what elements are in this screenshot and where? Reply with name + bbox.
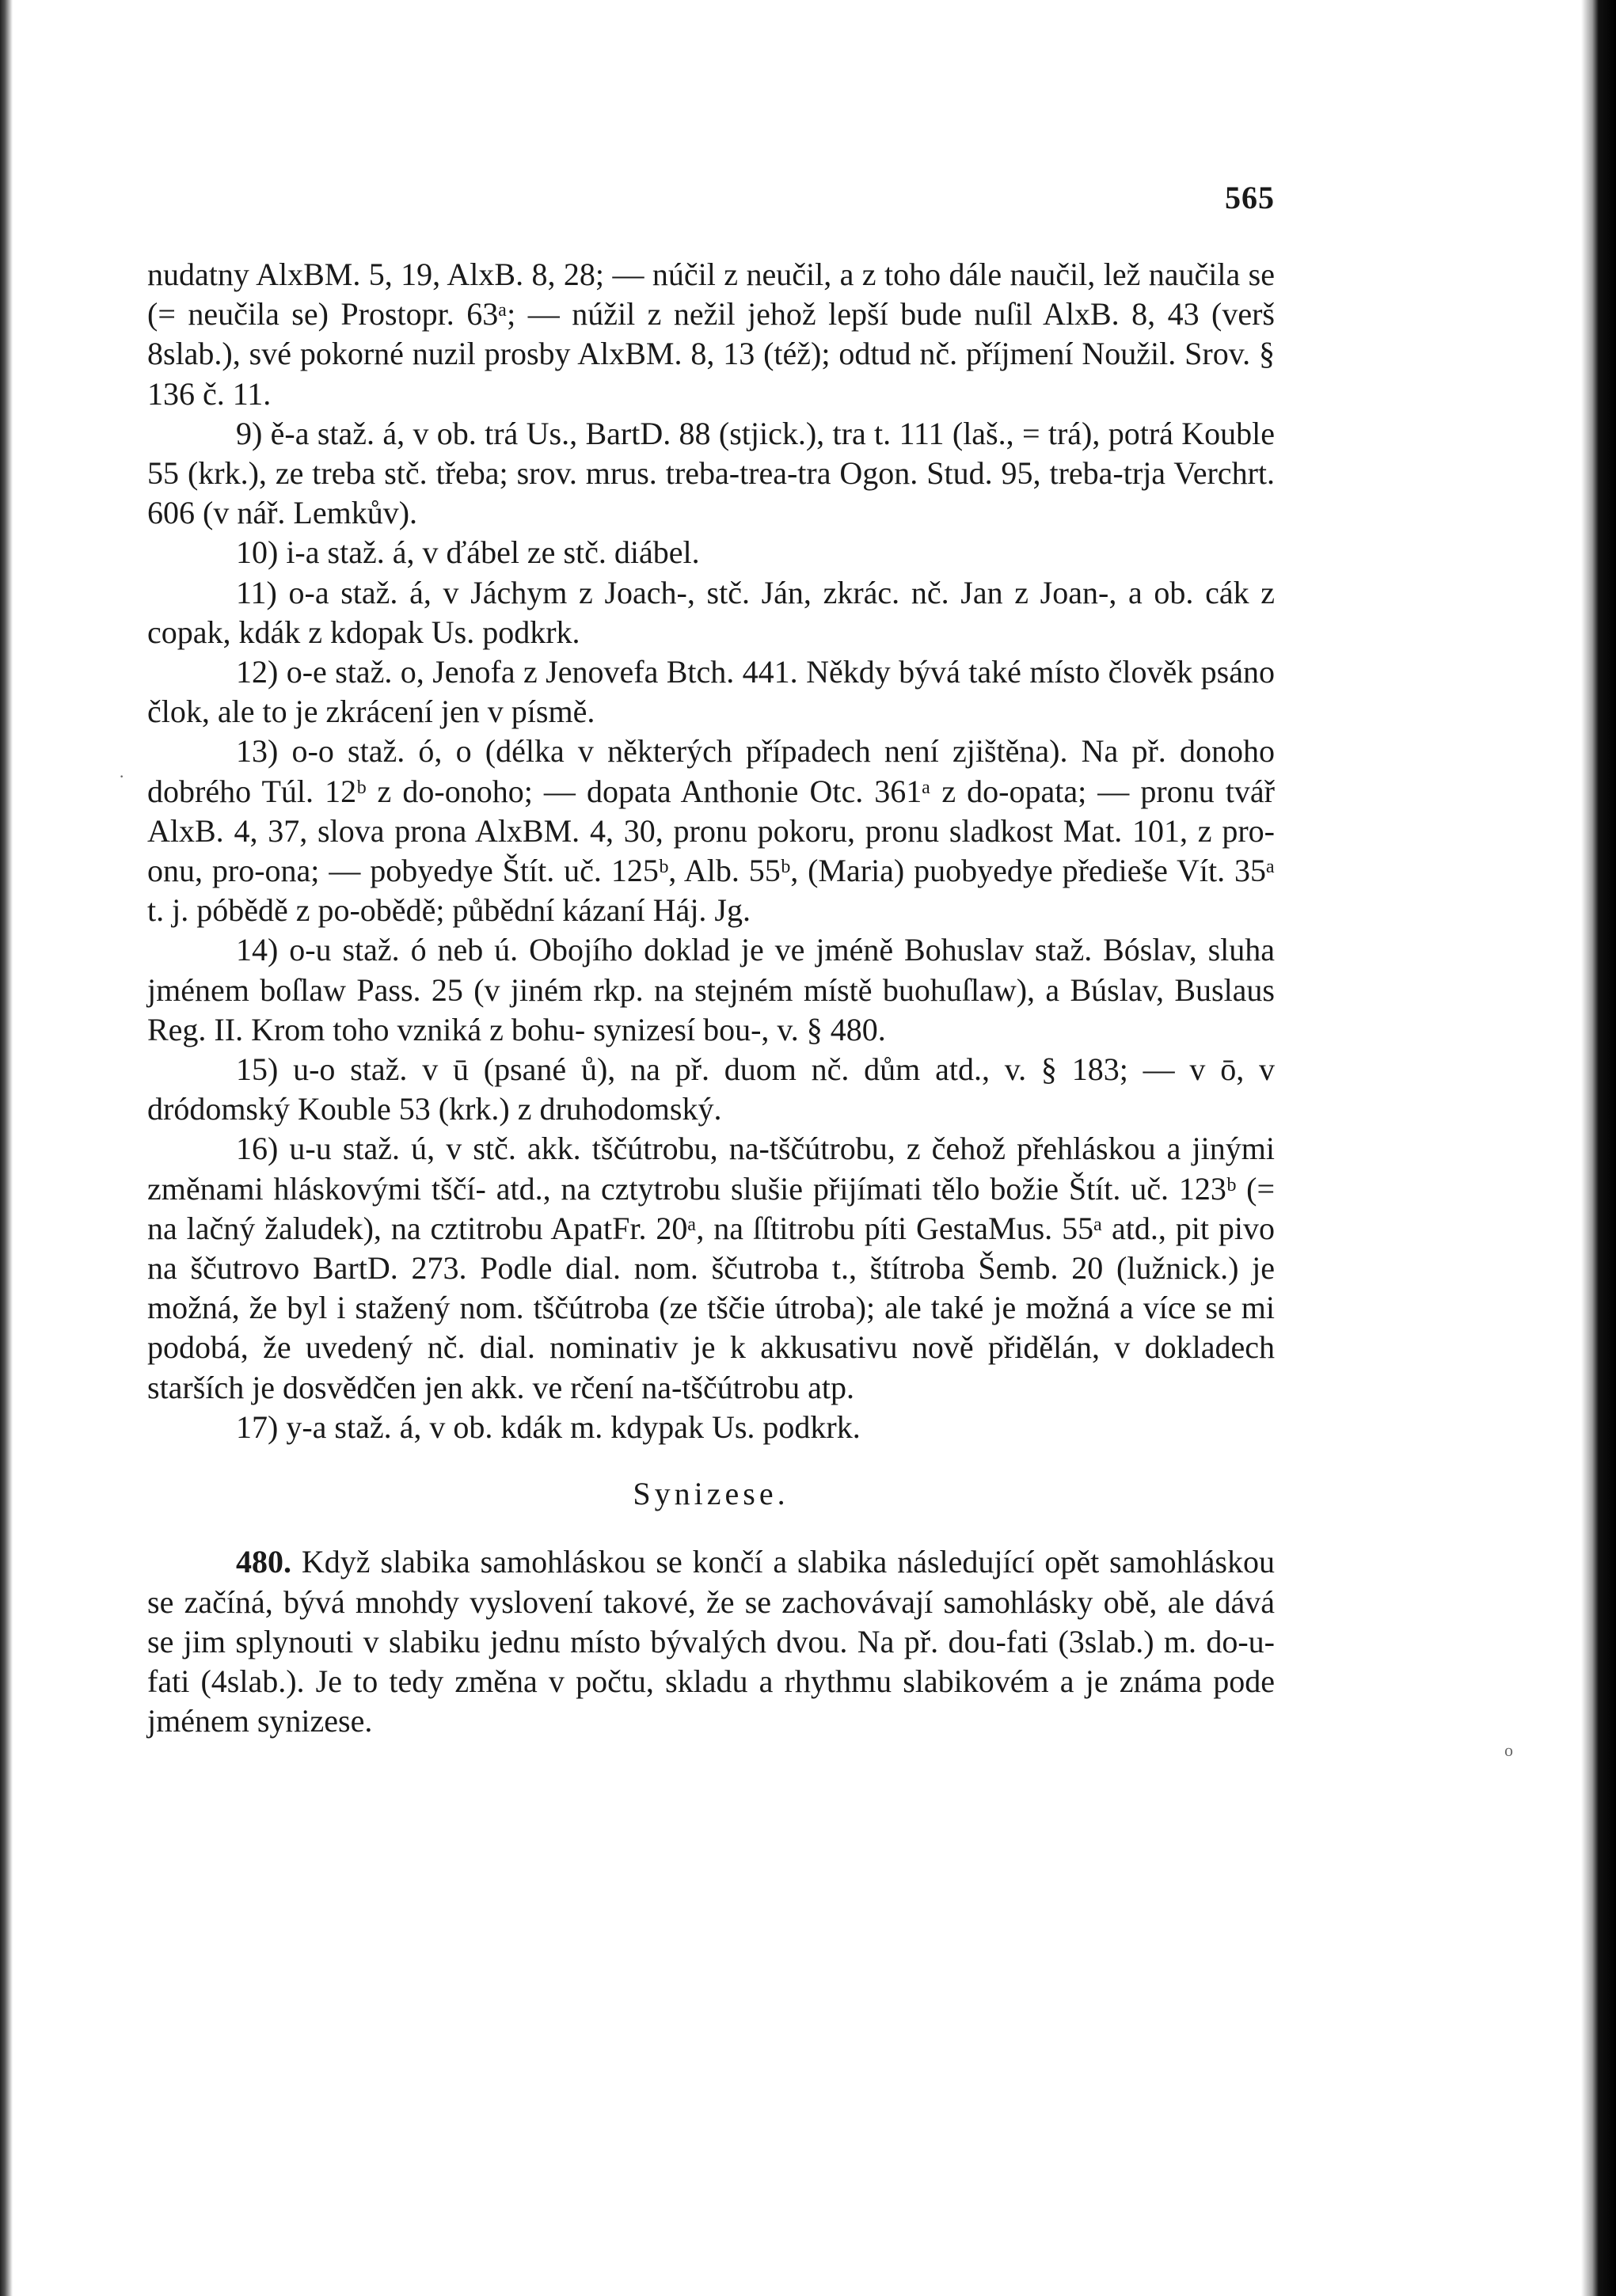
paragraph-item-17: 17) y-a staž. á, v ob. kdák m. kdypak Us. podkrk. [236,1408,861,1445]
section-text: Když slabika samohláskou se končí a slabika následující opět samohláskou se začíná, bývá mnohdy vyslovení takové, že se zachovávají samohlásky obě, ale dává se jim splynouti v slabiku jednu místo bývalých dvou. Na př. dou-fati (3slab.) m. do-u-fati (4slab.). Je to tedy změna v počtu, skladu a rhythmu slabikovém a je známa pode jménem synizese. [147,1544,1276,1739]
section-number: 480. [236,1544,291,1580]
paragraph-item-12: 12) o-e staž. o, Jenofa z Jenovefa Btch. 441. Někdy bývá také místo člověk psáno člok, ale to je zkrácení jen v písmě. [147,654,1275,730]
paragraph-item-14: 14) o-u staž. ó neb ú. Obojího doklad je ve jméně Bohuslav staž. Bóslav, sluha jménem boſlaw Pass. 25 (v jiném rkp. na stejném místě buohuſlaw), a Búslav, Buslaus Reg. II. Krom toho vzniká z bohu- synizesí bou-, v. § 480. [147,932,1275,1047]
paragraph-continuation: nudatny AlxBM. 5, 19, AlxB. 8, 28; — núčil z neučil, a z toho dále naučil, lež naučila se (= neučila se) Prostopr. 63ᵃ; — núžil z nežil jehož lepší bude nuſil AlxB. 8, 43 (verš 8slab.), své pokorné nuzil prosby AlxBM. 8, 13 (též); odtud nč. příjmení Noužil. Srov. § 136 č. 11. [147,257,1275,412]
section-heading: Synizese. [633,1476,789,1512]
scan-speck: · [119,766,125,786]
scan-speck: o [1504,1740,1513,1760]
paragraph-item-16: 16) u-u staž. ú, v stč. akk. tščútrobu, na-tščútrobu, z čehož přehláskou a jinými změnami hláskovými tščí- atd., na cztytrobu slušie přijímati tělo božie Štít. uč. 123ᵇ (= na lačný žaludek), na cztitrobu ApatFr. 20ᵃ, na ſſtitrobu píti GestaMus. 55ᵃ atd., pit pivo na ščutrovo BartD. 273. Podle dial. nom. ščutroba t., štítroba Šemb. 20 (lužnick.) je možná, že byl i stažený nom. tščútroba (ze tščie útroba); ale také je možná a více se mi podobá, že uvedený nč. dial. nominativ je k akkusativu nově přidělán, v dokladech starších je dosvědčen jen akk. ve rčení na-tščútrobu atp. [147,1131,1275,1405]
paragraph-item-11: 11) o-a staž. á, v Jáchym z Joach-, stč. Ján, zkrác. nč. Jan z Joan-, a ob. cák z copak, kdák z kdopak Us. podkrk. [147,574,1275,650]
scan-left-edge [0,0,13,2296]
paragraph-item-10: 10) i-a staž. á, v ďábel ze stč. diábel. [236,534,700,571]
scan-right-edge [1581,0,1616,2296]
paragraph-item-15: 15) u-o staž. v ū (psané ů), na př. duom nč. dům atd., v. § 183; — v ō, v dródomský Kouble 53 (krk.) z druhodomský. [147,1051,1275,1127]
page-body [147,255,1275,1741]
paragraph-item-9: 9) ě-a staž. á, v ob. trá Us., BartD. 88 (stjick.), tra t. 111 (laš., = trá), potrá Kouble 55 (krk.), ze treba stč. třeba; srov. mrus. treba-trea-tra Ogon. Stud. 95, treba-trja Verchrt. 606 (v nář. Lemkův). [147,415,1275,531]
paragraph-item-13: 13) o-o staž. ó, o (délka v některých případech není zjištěna). Na př. donoho dobrého Túl. 12ᵇ z do-onoho; — dopata Anthonie Otc. 361ᵃ z do-opata; — pronu tvář AlxB. 4, 37, slova prona AlxBM. 4, 30, pronu pokoru, pronu sladkost Mat. 101, z pro-onu, pro-ona; — pobyedye Štít. uč. 125ᵇ, Alb. 55ᵇ, (Maria) puobyedye předieše Vít. 35ᵃ t. j. póbědě z po-obědě; půbědní kázaní Háj. Jg. [147,733,1275,929]
section-paragraph [147,1542,1275,1741]
page-number: 565 [1225,180,1275,215]
